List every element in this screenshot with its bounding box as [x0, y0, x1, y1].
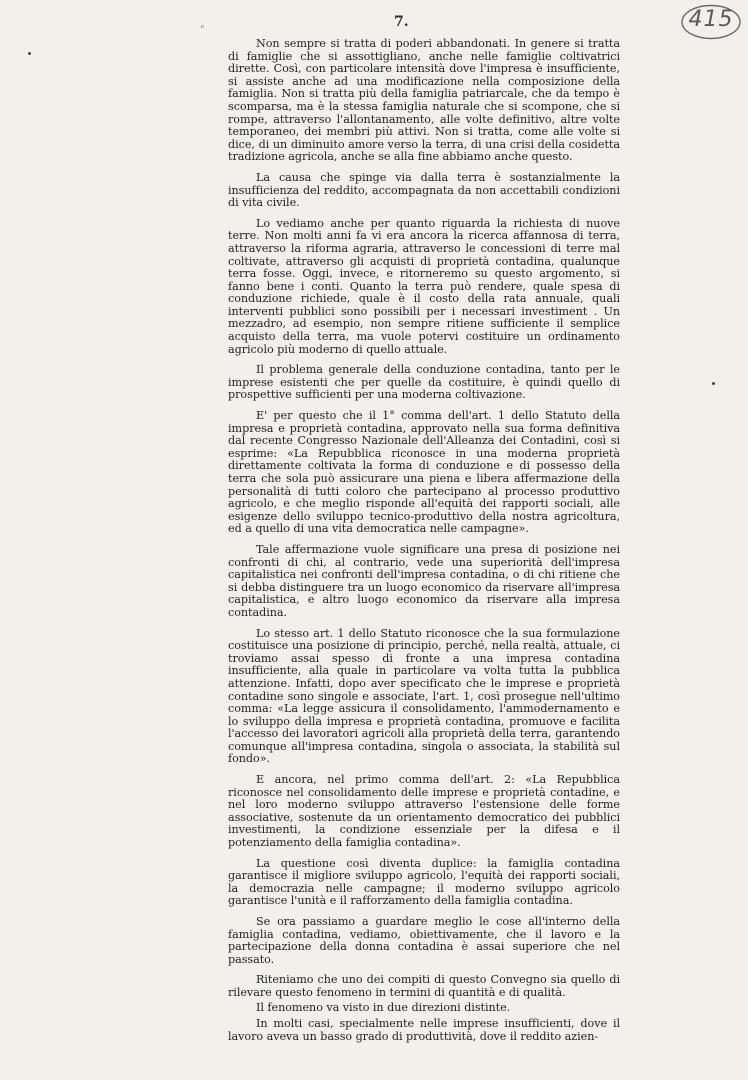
margin-dot [28, 52, 31, 55]
paragraph: Se ora passiamo a guardare meglio le cose all'interno della famiglia contadina, vediamo, obiettivamente, che il lavoro e la partecipazione della donna contadina è assai superiore che nel passato. [228, 915, 620, 966]
paragraph: Il fenomeno va visto in due direzioni distinte. [256, 1000, 511, 1014]
paragraph: In molti casi, specialmente nelle imprese insufficienti, dove il lavoro aveva un basso grado di produttività, dove il reddito azien- [228, 1017, 620, 1043]
paragraph: La questione così diventa duplice: la famiglia contadina garantisce il migliore sviluppo agricolo, l'equità dei rapporti sociali, la democrazia nelle campagne; il moderno sviluppo agricolo garantisce l'unità e il rafforzamento della famiglia contadina. [228, 856, 620, 908]
paragraph: Tale affermazione vuole significare una presa di posizione nei confronti di chi, al contrario, vede una superiorità dell'impresa capitalistica nei confronti dell'impresa contadina, o di chi ritiene che si debba distinguere tra un luogo economico da riservare all'impresa capitalistica, e altro luogo economico da riservare alla impresa contadina. [228, 542, 620, 619]
margin-dot [712, 382, 715, 385]
paragraph: Il problema generale della conduzione contadina, tanto per le imprese esistenti che per quelle da costituire, è quindi quello di prospettive sufficienti per una moderna coltivazione. [228, 363, 620, 402]
paragraph: Non sempre si tratta di poderi abbandonati. In genere si tratta di famiglie che si assottigliano, anche nelle famiglie coltivatrici dirette. Così, con particolare intensità dove l'impresa è insufficiente, si assiste anche ad una modificazione nella composizione della famiglia. Non si tratta più della famiglia patriarcale, che da tempo è scomparsa, ma è la stessa famiglia naturale che si scompone, che si rompe, attraverso l'allontanamento, alle volte definitivo, altre volte temporaneo, dei membri più attivi. Non si tratta, come alle volte si dice, di un diminuito amore verso la terra, di una crisi della cosidetta tradizione agricola, anche se alla fine abbiamo anche questo. [228, 37, 620, 164]
body-text [228, 38, 620, 1043]
paragraph: Riteniamo che uno dei compiti di questo Convegno sia quello di rilevare questo fenomeno in termini di quantità e di qualità. [228, 973, 620, 999]
paragraph: E' per questo che il 1° comma dell'art. 1 dello Statuto della impresa e proprietà contadina, approvato nella sua forma definitiva dal recente Congresso Nazionale dell'Alleanza dei Contadini, così si esprime: «La Repubblica riconosce in una moderna proprietà direttamente coltivata la forma di conduzione e di possesso della terra che sola può assicurare una piena e libera affermazione della personalità di tutti coloro che partecipano al processo produttivo agricolo, e che meglio risponde all'equità dei rapporti sociali, alle esigenze dello sviluppo tecnico-produttivo della nostra agricoltura, ed a quello di una vita democratica nelle campagne». [228, 409, 620, 536]
paragraph: Lo vediamo anche per quanto riguarda la richiesta di nuove terre. Non molti anni fa vi era ancora la ricerca affannosa di terra, attraverso la riforma agraria, attraverso le concessioni di terre mal coltivate, attraverso gli acquisti di proprietà contadina, qualunque terra fosse. Oggi, invece, e ritorneremo su questo argomento, si fanno bene i conti. Quanto la terra può rendere, quale spesa di conduzione richiede, quale è il costo della rata annuale, quali interventi pubblici sono possibili per i necessari investiment . Un mezzadro, ad esempio, non sempre ritiene sufficiente il semplice acquisto della terra, ma vuole potervi costituire un ordinamento agricolo più moderno di quello attuale. [228, 216, 620, 356]
paragraph: E ancora, nel primo comma dell'art. 2: «La Repubblica riconosce nel consolidamento delle imprese e proprietà contadine, e nel loro moderno sviluppo attraverso l'estensione delle forme associative, sostenute da un orientamento democratico dei pubblici investimenti, la condizione essenziale per la difesa e il potenziamento della famiglia contadina». [228, 773, 620, 850]
paragraph: La causa che spinge via dalla terra è sostanzialmente la insufficienza del reddito, accompagnata da non accettabili condizioni di vita civile. [228, 170, 620, 210]
page-number: 7. [394, 14, 409, 30]
archive-stamp [680, 3, 742, 41]
corner-mark: ° [200, 25, 205, 35]
stamp-number: 415 [688, 7, 734, 32]
paragraph: Lo stesso art. 1 dello Statuto riconosce che la sua formulazione costituisce una posizione di principio, perché, nella realtà, attuale, ci troviamo assai spesso di fronte a una impresa contadina insufficiente, alla quale in particolare va volta tutta la pubblica attenzione. Infatti, dopo aver specificato che le imprese e proprietà contadine sono singole e associate, l'art. 1, così prosegue nell'ultimo comma: «La legge assicura il consolidamento, l'ammodernamento e lo sviluppo della impresa e proprietà contadina, promuove e facilita l'accesso dei lavoratori agricoli alla proprietà della terra, garantendo comunque all'impresa contadina, singola o associata, la stabilità sul fondo». [228, 626, 620, 766]
